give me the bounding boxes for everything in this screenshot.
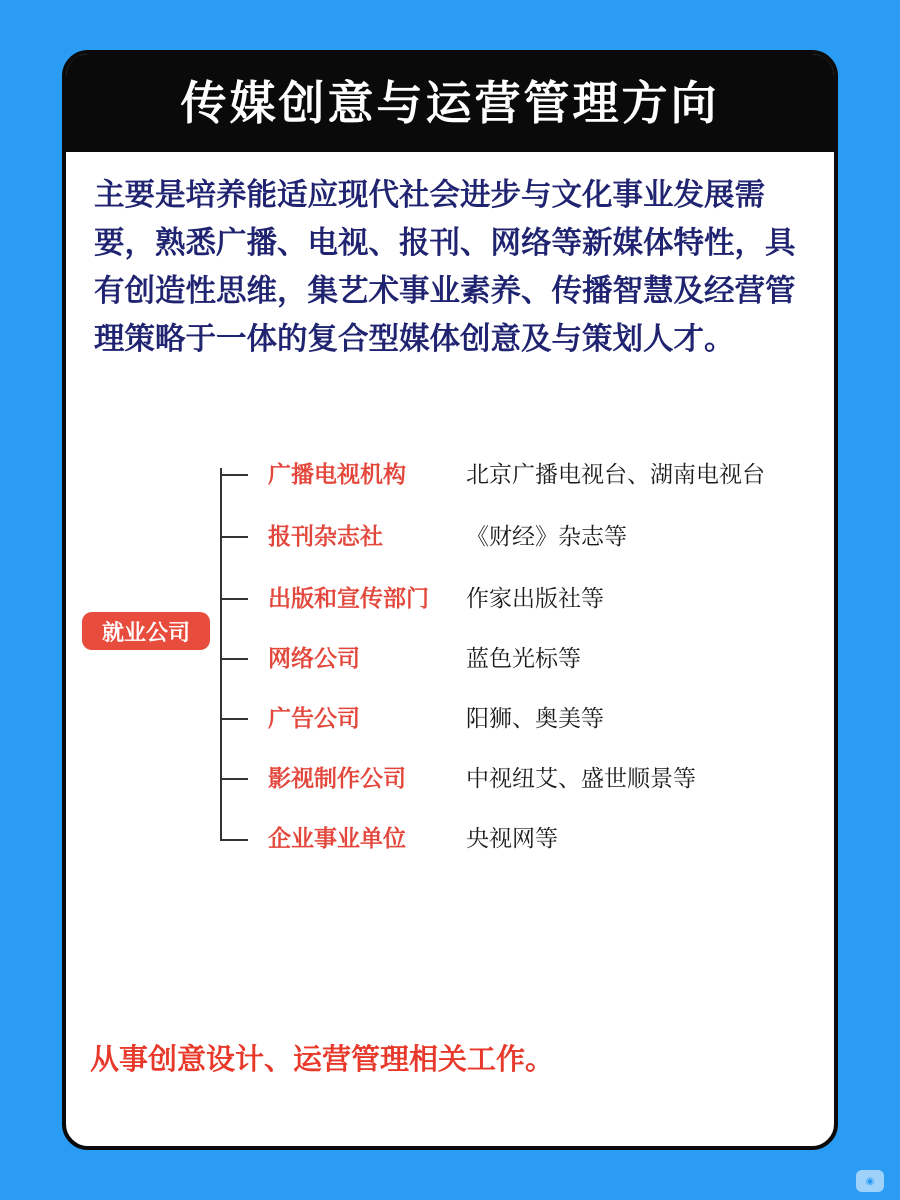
watermark-logo: ◉	[856, 1170, 884, 1192]
branch-category: 网络公司	[268, 646, 360, 672]
branch-row-broadcast	[66, 458, 834, 492]
branch-category: 出版和宣传部门	[268, 586, 429, 612]
branch-examples: 北京广播电视台、湖南电视台	[466, 462, 765, 488]
branch-row-internet	[66, 642, 834, 676]
branch-examples: 《财经》杂志等	[466, 524, 627, 550]
branch-examples: 中视纽艾、盛世顺景等	[466, 766, 696, 792]
footer-summary: 从事创意设计、运营管理相关工作。	[90, 1042, 555, 1076]
branch-category: 广播电视机构	[268, 462, 406, 488]
branch-category: 报刊杂志社	[268, 524, 383, 550]
employment-tree	[66, 54, 834, 1146]
branch-row-press	[66, 520, 834, 554]
root-badge-employment: 就业公司	[82, 612, 210, 650]
branch-examples: 作家出版社等	[466, 586, 604, 612]
branch-row-institutions	[66, 822, 834, 856]
info-card	[62, 50, 838, 1150]
branch-examples: 央视网等	[466, 826, 558, 852]
branch-row-film	[66, 762, 834, 796]
branch-row-advertising	[66, 702, 834, 736]
branch-category: 影视制作公司	[268, 766, 406, 792]
branch-row-publishing	[66, 582, 834, 616]
branch-examples: 蓝色光标等	[466, 646, 581, 672]
page-title: 传媒创意与运营管理方向	[180, 76, 720, 130]
branch-examples: 阳狮、奥美等	[466, 706, 604, 732]
intro-paragraph: 主要是培养能适应现代社会进步与文化事业发展需要，熟悉广播、电视、报刊、网络等新媒体特性，具有创造性思维，集艺术事业素养、传播智慧及经营管理策略于一体的复合型媒体创意及与策划人才。	[94, 178, 796, 357]
branch-category: 广告公司	[268, 706, 360, 732]
branch-category: 企业事业单位	[268, 826, 406, 852]
